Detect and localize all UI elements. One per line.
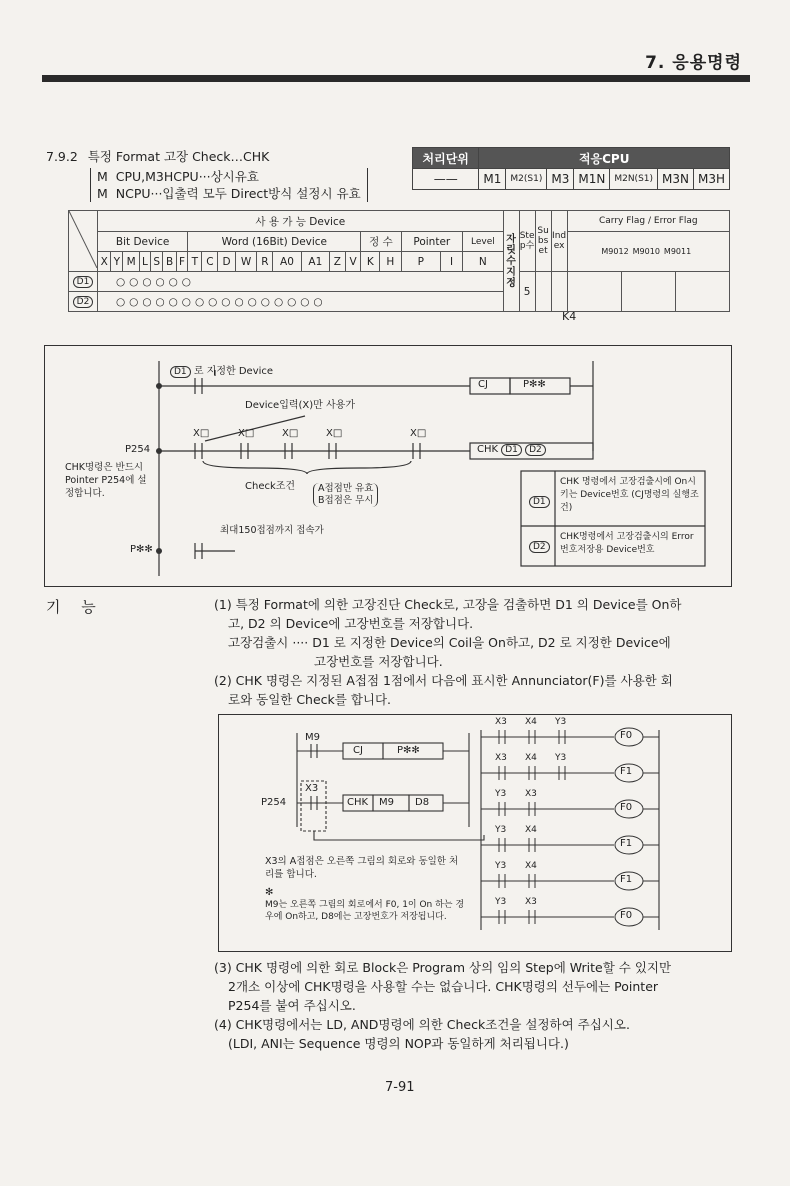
device-col: Z [330, 252, 346, 272]
rung-contact: Y3 [495, 789, 507, 799]
ladder-diagram-2 [218, 714, 732, 952]
subset-header: Subset [535, 211, 551, 272]
device-col: M [123, 252, 139, 272]
para-1a: (1) 특정 Format에 의한 고장진단 Check로, 고장을 검출하면 D1 의 Device를 On하 [214, 597, 682, 612]
flag-header: Carry Flag / Error Flag [567, 211, 729, 232]
annunciator-coil: F1 [620, 766, 633, 777]
rung-contact: X3 [525, 789, 537, 799]
cpu-cell: M1N [574, 169, 610, 190]
notes [214, 958, 734, 1053]
rung-contact: Y3 [495, 897, 507, 907]
chk-note: CHK명령은 반드시 Pointer P254에 설정합니다. [65, 462, 147, 499]
device-col: C [202, 252, 218, 272]
device-col: X [98, 252, 111, 272]
device-col: T [188, 252, 202, 272]
digit-header: 자릿수지정 [503, 211, 519, 312]
device-col: D [218, 252, 235, 272]
rung-contact: X3 [495, 753, 507, 763]
rung-contact: X3 [525, 897, 537, 907]
x-contact-1: X□ [193, 428, 210, 439]
device-col: A1 [301, 252, 329, 272]
rung-contact: Y3 [495, 861, 507, 871]
flag-device: M9011 [663, 247, 692, 256]
cpu-conditions [90, 168, 368, 202]
para-3a: (3) CHK 명령에 의한 회로 Block은 Program 상의 임의 Step에 Write할 수 있지만 [214, 960, 672, 975]
cpu-cell: M3N [658, 169, 694, 190]
input-note: Device입력(X)만 사용가 [245, 400, 355, 411]
m9-label: M9 [305, 732, 320, 743]
op-d2: D2 [69, 292, 98, 312]
rung-contact: X3 [495, 717, 507, 727]
pxx-box: P✻✻ [523, 379, 546, 390]
p254-label: P254 [125, 444, 151, 455]
device-col: R [257, 252, 273, 272]
x3-label: X3 [305, 783, 319, 794]
condition-1: M CPU,M3HCPU···상시유효 [97, 169, 259, 184]
device-col: A0 [273, 252, 301, 272]
cpu-cell: M1 [479, 169, 506, 190]
pxx-label: P✻✻ [130, 544, 153, 555]
device-col: K [361, 252, 380, 272]
const-header: 정 수 [361, 232, 401, 252]
device-col: V [345, 252, 361, 272]
x-contact-4: X□ [326, 428, 343, 439]
device-col: Y [111, 252, 123, 272]
cpu-table [412, 147, 730, 190]
pointer-header: Pointer [401, 232, 463, 252]
max-contacts: 최대150접점까지 접속가 [220, 525, 324, 536]
flag-device: M9012 [601, 247, 629, 256]
annunciator-coil: F0 [620, 802, 633, 813]
ladder-diagram-1 [44, 345, 732, 587]
para-4b: (LDI, ANI는 Sequence 명령의 NOP과 동일하게 처리됩니다.) [228, 1036, 569, 1051]
legend-d2: CHK명령에서 고장검출시의 Error번호저장용 Device번호 [560, 532, 694, 555]
unit-value: —— [413, 169, 479, 190]
para-3b: 2개소 이상에 CHK명령을 사용할 수는 없습니다. CHK명령의 선두에는 Pointer [228, 979, 659, 994]
cpu-cell: M2N(S1) [610, 169, 658, 190]
condition-2: M NCPU···입출력 모두 Direct방식 설정시 유효 [97, 186, 361, 201]
annunciator-coil: F0 [620, 730, 633, 741]
device-col: W [235, 252, 257, 272]
cpu-cell: M2(S1) [506, 169, 547, 190]
rung-contact: Y3 [555, 717, 567, 727]
check-condition: Check조건 [245, 481, 296, 492]
p254-label-2: P254 [261, 797, 287, 808]
contact-note: A접점만 유효 B접점은 무시 [313, 483, 378, 507]
cj-box: CJ [478, 379, 488, 390]
diag-cell [69, 211, 98, 272]
legend-d1: CHK 명령에서 고장검출시에 On시키는 Device번호 (CJ명령의 실행조건) [560, 477, 699, 513]
device-col: P [401, 252, 441, 272]
flag-device: M9010 [632, 247, 660, 256]
device-col: F [176, 252, 187, 272]
op-d1: D1 [69, 272, 98, 292]
section-title [46, 147, 269, 165]
legend-d1-op: D1 [529, 496, 550, 508]
para-4a: (4) CHK명령에서는 LD, AND명령에 의한 Check조건을 설정하여 주십시오. [214, 1017, 630, 1032]
rung-contact: X4 [525, 717, 537, 727]
usable-header: 사 용 가 능 Device [98, 211, 504, 232]
x-contact-2: X□ [238, 428, 255, 439]
para-2a: (2) CHK 명령은 지정된 A접점 1점에서 다음에 표시한 Annunciator(F)를 사용한 회 [214, 673, 673, 688]
chk-box-2: CHK [347, 797, 369, 808]
cpu-cell: M3 [547, 169, 574, 190]
section-heading: 특정 Format 고장 Check…CHK [87, 149, 270, 164]
m9-box-2: M9 [379, 797, 394, 808]
rung-contact: X4 [525, 753, 537, 763]
level-header: Level [463, 232, 503, 252]
para-1b: 고, D2 의 Device에 고장번호를 저장합니다. [228, 616, 474, 631]
device-col: N [463, 252, 503, 272]
cpu-cell: M3H [693, 169, 729, 190]
rung-contact: X4 [525, 825, 537, 835]
page-number: 7-91 [385, 1080, 415, 1095]
d8-box-2: D8 [415, 797, 430, 808]
d1-note: D1 로 지정한 Device [170, 362, 273, 378]
para-3c: P254를 붙여 주십시오. [228, 998, 356, 1013]
d1-marks: ○○○○○○ [98, 272, 504, 292]
rung-contact: X4 [525, 861, 537, 871]
m9-note: M9는 오른쪽 그림의 회로에서 F0, 1이 On 하는 경우에 On하고, D8에는 고장번호가 저장됩니다. [265, 900, 465, 922]
index-header: Index [551, 211, 567, 272]
function-label: 기 능 [46, 598, 104, 616]
bit-header: Bit Device [98, 232, 188, 252]
para-2b: 로와 동일한 Check를 합니다. [228, 692, 392, 707]
cj-box-2: CJ [353, 745, 363, 756]
flags-sub [567, 232, 729, 272]
cpu-header: 적응CPU [479, 148, 730, 169]
device-col: H [380, 252, 401, 272]
device-col: S [150, 252, 162, 272]
device-col: L [139, 252, 150, 272]
chapter-title: 7. 응용명령 [645, 53, 742, 73]
digit-k4: K4 [562, 310, 577, 323]
device-col: B [163, 252, 176, 272]
device-col: I [441, 252, 463, 272]
rung-contact: Y3 [555, 753, 567, 763]
header-rule [42, 75, 750, 82]
step-count: 5 [519, 272, 535, 312]
pxx-box-2: P✻✻ [397, 745, 420, 756]
x-contact-3: X□ [282, 428, 299, 439]
word-header: Word (16Bit) Device [188, 232, 361, 252]
rung-contact: Y3 [495, 825, 507, 835]
section-number: 7.9.2 [46, 149, 78, 164]
x-contact-5: X□ [410, 428, 427, 439]
annunciator-coil: F0 [620, 910, 633, 921]
step-header: Step수 [519, 211, 535, 272]
unit-header: 처리단위 [413, 148, 479, 169]
x3-note: X3의 A접점은 오른쪽 그림의 회로와 동일한 처리를 합니다. [265, 856, 459, 880]
legend-d2-op: D2 [529, 541, 550, 553]
d2-marks: ○○○○○○○○○○○○○○○○ [98, 292, 504, 312]
annunciator-coil: F1 [620, 838, 633, 849]
function-text [214, 595, 734, 709]
device-table [68, 210, 730, 312]
star: ✻ [265, 887, 274, 898]
para-1d: 고장번호를 저장합니다. [314, 654, 443, 669]
chk-box: CHK D1 D2 [477, 444, 546, 456]
para-1c: 고장검출시 ···· D1 로 지정한 Device의 Coil을 On하고, D2 로 지정한 Device에 [228, 635, 671, 650]
annunciator-coil: F1 [620, 874, 633, 885]
